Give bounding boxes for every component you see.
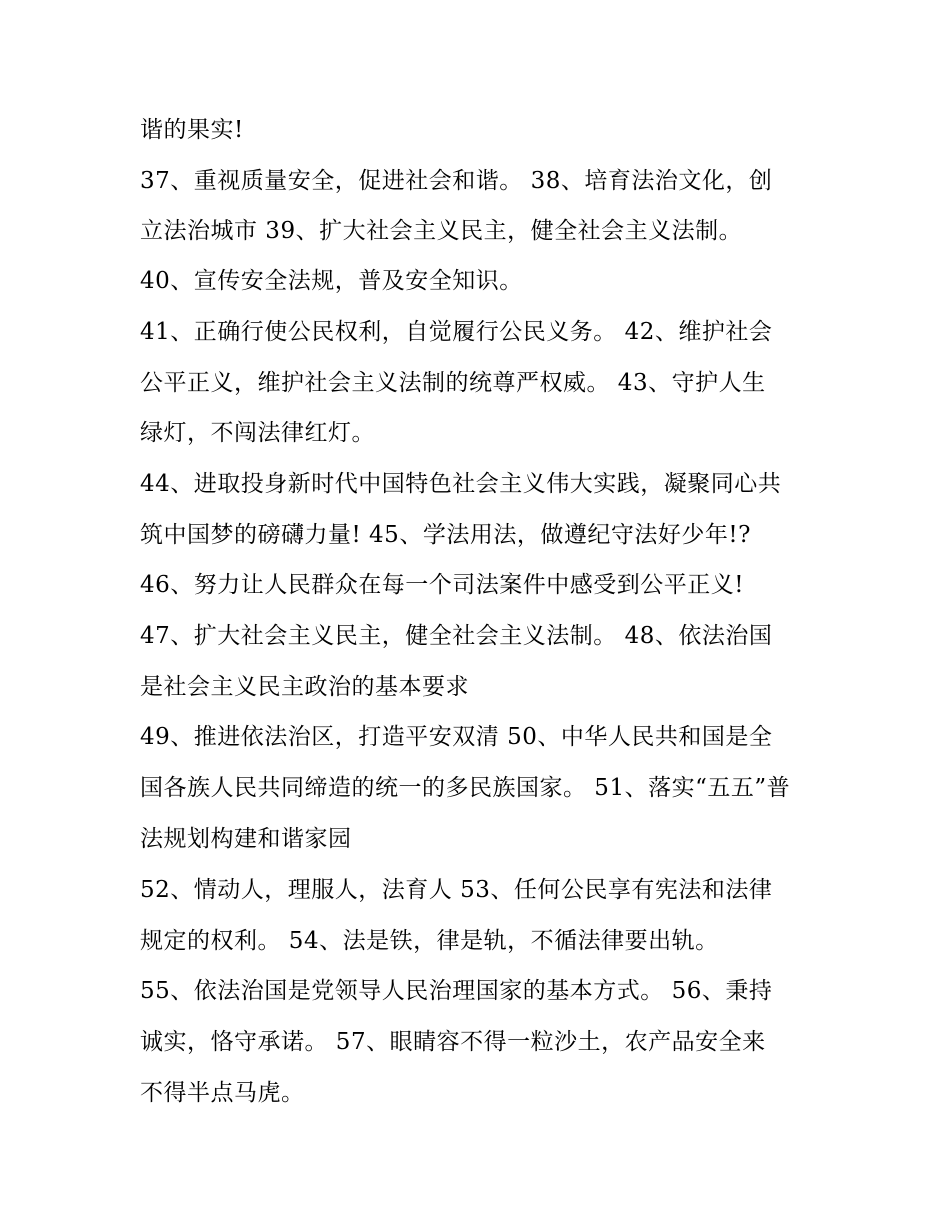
text-line: 41、正确行使公民权利，自觉履行公民义务。 42、维护社会: [140, 319, 773, 345]
text-line: 44、进取投身新时代中国特色社会主义伟大实践，凝聚同心共: [140, 471, 782, 497]
text-line: 52、情动人，理服人，法育人 53、任何公民享有宪法和法律: [140, 877, 773, 903]
text-line: 国各族人民共同缔造的统一的多民族国家。 51、落实“五五”普: [140, 775, 791, 801]
text-line: 诚实，恪守承诺。 57、眼睛容不得一粒沙土，农产品安全来: [140, 1029, 766, 1055]
text-line: 筑中国梦的磅礴力量! 45、学法用法，做遵纪守法好少年!?: [140, 522, 751, 548]
text-line: 法规划构建和谐家园: [140, 826, 352, 852]
text-line: 40、宣传安全法规，普及安全知识。: [140, 268, 523, 294]
text-line: 规定的权利。 54、法是铁，律是轨，不循法律要出轨。: [140, 928, 719, 954]
text-line: 47、扩大社会主义民主，健全社会主义法制。 48、依法治国: [140, 623, 773, 649]
text-line: 55、依法治国是党领导人民治理国家的基本方式。 56、秉持: [140, 978, 773, 1004]
text-line: 49、推进依法治区，打造平安双清 50、中华人民共和国是全: [140, 724, 773, 750]
text-line: 谐的果实!: [140, 117, 244, 143]
text-line: 是社会主义民主政治的基本要求: [140, 674, 469, 700]
text-line: 公平正义，维护社会主义法制的统尊严权威。 43、守护人生: [140, 370, 766, 396]
text-line: 立法治城市 39、扩大社会主义民主，健全社会主义法制。: [140, 218, 743, 244]
text-line: 绿灯，不闯法律红灯。: [140, 420, 375, 446]
text-line: 37、重视质量安全，促进社会和谐。 38、培育法治文化，创: [140, 168, 773, 194]
text-line: 46、努力让人民群众在每一个司法案件中感受到公平正义!: [140, 572, 745, 598]
text-line: 不得半点马虎。: [140, 1080, 305, 1106]
